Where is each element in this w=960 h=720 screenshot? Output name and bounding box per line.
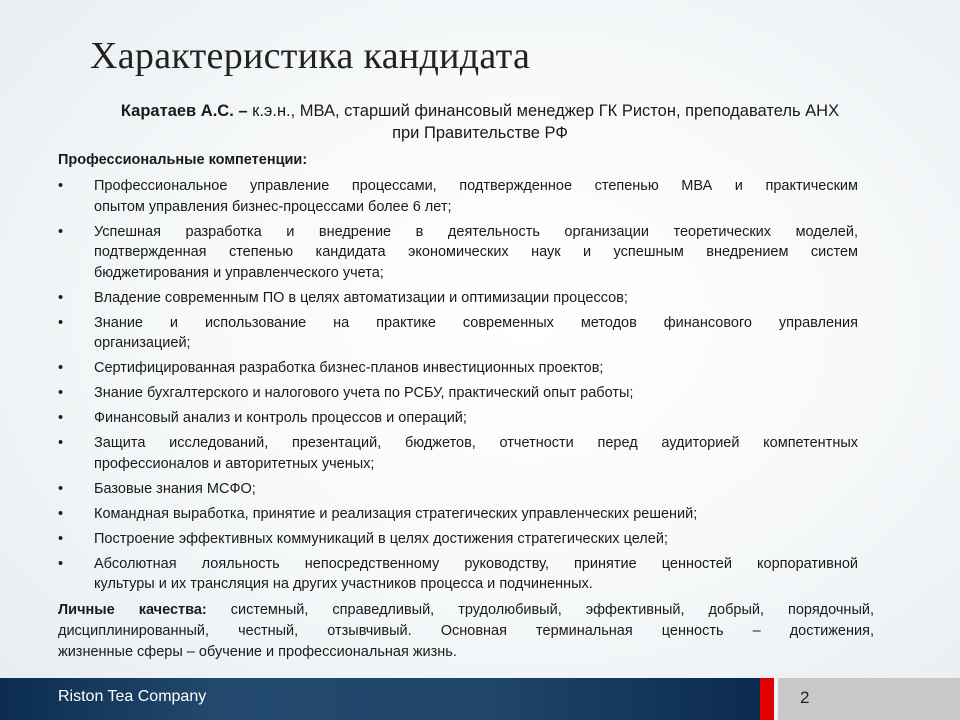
company-name: Riston Tea Company [58,688,207,705]
list-item [58,554,858,595]
bullet-icon: • [58,360,64,376]
list-item [58,529,858,550]
bullet-icon: • [58,289,64,306]
list-item-text: Построение эффективных коммуникаций в целях достижения стратегических целей; [94,530,668,547]
page-number-box [778,678,960,720]
candidate-credentials-line2: при Правительстве РФ [392,124,568,142]
list-item-text: Защита исследований, презентаций, бюджетов, отчетности перед аудиторией компетентных [94,435,858,451]
personal-qualities [58,600,874,663]
personal-label: Личные качества: [58,602,207,618]
list-item-text: Профессиональное управление процессами, подтвержденное степенью МВА и практическим [94,178,858,194]
list-item-text: опытом управления бизнес-процессами более 6 лет; [94,198,452,215]
bullet-icon: • [58,223,64,240]
list-item [58,383,858,404]
list-item-text: Финансовый анализ и контроль процессов и операций; [94,410,467,426]
bullet-icon: • [58,480,64,497]
list-item [58,504,858,525]
list-item-text: Знание и использование на практике современных методов финансового управления [94,314,858,331]
list-item-text: Сертифицированная разработка бизнес-планов инвестиционных проектов; [94,360,604,376]
list-item-text: Командная выработка, принятие и реализация стратегических управленческих решений; [94,505,698,522]
bullet-icon: • [58,410,64,426]
list-item-text: профессионалов и авторитетных ученых; [94,455,375,472]
slide-title: Характеристика кандидата [90,35,531,77]
bullet-icon: • [58,555,64,572]
footer-accent-strip [760,678,774,720]
list-item [58,358,858,379]
personal-line: Личные качества: системный, справедливый, трудолюбивый, эффективный, добрый, порядочный, [58,602,874,618]
list-item-text: Знание бухгалтерского и налогового учета по РСБУ, практический опыт работы; [94,385,634,401]
footer-bar [0,678,760,720]
bullet-icon: • [58,505,64,522]
competencies-heading: Профессиональные компетенции: [58,152,308,168]
list-item [58,176,858,217]
candidate-header [60,100,900,144]
list-item [58,222,858,284]
competencies-list [58,176,858,599]
bullet-icon: • [58,530,64,547]
list-item [58,408,858,429]
bullet-icon: • [58,385,64,401]
list-item [58,433,858,474]
candidate-name: Каратаев А.С. – [120,102,248,120]
personal-line: жизненные сферы – обучение и профессиональная жизнь. [58,644,457,660]
list-item-text: Базовые знания МСФО; [94,480,256,497]
page-number: 2 [800,688,810,707]
list-item-text: Абсолютная лояльность непосредственному руководству, принятие ценностей корпоративной [94,555,858,572]
list-item-text: культуры и их трансляция на других участников процесса и подчиненных. [94,576,593,592]
bullet-icon: • [58,435,64,451]
bullet-icon: • [58,314,64,331]
candidate-credentials: к.э.н., МВА, старший финансовый менеджер ГК Ристон, преподаватель АНХ [247,102,840,120]
bullet-icon: • [58,178,64,194]
list-item-text: подтвержденная степенью кандидата экономических наук и успешным внедрением систем [94,244,858,260]
list-item-text: бюджетирования и управленческого учета; [94,264,384,281]
list-item [58,479,858,500]
list-item [58,313,858,354]
personal-line: дисциплинированный, честный, отзывчивый. Основная терминальная ценность – достижения, [58,623,874,639]
list-item-text: организацией; [94,335,191,351]
list-item [58,288,858,309]
list-item-text: Успешная разработка и внедрение в деятельность организации теоретических моделей, [94,223,858,240]
list-item-text: Владение современным ПО в целях автоматизации и оптимизации процессов; [94,289,628,306]
